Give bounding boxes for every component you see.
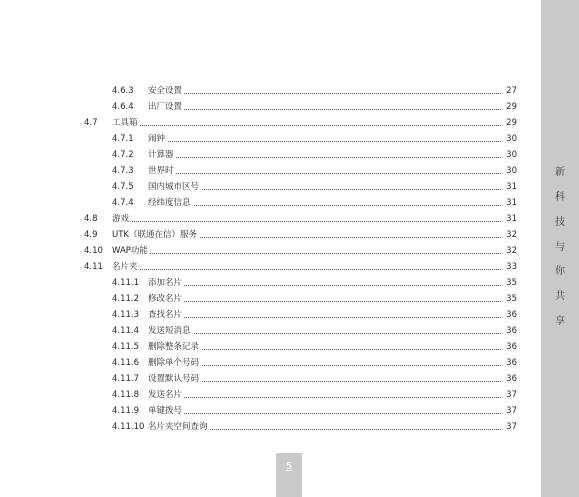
toc-section-title: 经纬度信息: [148, 198, 191, 208]
toc-dot-leader: [152, 157, 501, 158]
toc-section-title: WAP功能: [112, 246, 148, 256]
toc-dot-leader: [116, 269, 501, 270]
toc-section-number: 4.11.7: [112, 374, 140, 384]
toc-page-number: 36: [506, 374, 517, 384]
toc-section-number: 4.11: [84, 262, 103, 272]
toc-dot-leader: [116, 221, 501, 222]
toc-section-number: 4.7.2: [112, 150, 134, 160]
toc-page-number: 37: [506, 390, 517, 400]
toc-page-number: 33: [506, 262, 517, 272]
toc-section-title: UTK（联通在信）服务: [112, 230, 197, 240]
toc-section-title: 出厂设置: [148, 102, 183, 112]
toc-dot-leader: [152, 349, 501, 350]
toc-section-number: 4.6.4: [112, 102, 134, 112]
toc-section-title: 世界时: [148, 166, 174, 176]
toc-section-title: 闹钟: [148, 134, 166, 144]
toc-section-number: 4.11.1: [112, 278, 140, 288]
toc-section-number: 4.6.3: [112, 86, 134, 96]
toc-entry: [0, 340, 541, 354]
toc-dot-leader: [152, 333, 501, 334]
toc-page-number: 30: [506, 166, 517, 176]
toc-entry: [0, 276, 541, 290]
toc-dot-leader: [152, 173, 501, 174]
toc-dot-leader: [116, 253, 501, 254]
toc-section-title: 安全设置: [148, 86, 183, 96]
toc-section-number: 4.11.8: [112, 390, 140, 400]
toc-page-number: 37: [506, 406, 517, 416]
toc-entry: [0, 324, 541, 338]
toc-section-title: 计算器: [148, 150, 174, 160]
toc-section-number: 4.11.10: [112, 422, 145, 432]
toc-dot-leader: [152, 301, 501, 302]
toc-page-number: 32: [506, 246, 517, 256]
toc-dot-leader: [152, 109, 501, 110]
toc-page-number: 31: [506, 214, 517, 224]
toc-page-number: 31: [506, 198, 517, 208]
toc-dot-leader: [152, 381, 501, 382]
toc-page-number: 36: [506, 326, 517, 336]
side-banner-char: 新: [555, 167, 565, 178]
toc-page-number: 36: [506, 358, 517, 368]
toc-page-number: 30: [506, 150, 517, 160]
toc-dot-leader: [152, 365, 501, 366]
side-banner-char: 科: [555, 192, 565, 203]
toc-entry: [0, 292, 541, 306]
side-banner-char: 共: [555, 291, 565, 302]
toc-section-title: 名片夹空间查询: [148, 422, 208, 432]
toc-dot-leader: [116, 125, 501, 126]
toc-section-number: 4.11.2: [112, 294, 140, 304]
side-banner: [541, 0, 579, 497]
toc-page-number: 31: [506, 182, 517, 192]
page-number: 5: [285, 461, 293, 472]
toc-section-title: 添加名片: [148, 278, 183, 288]
toc-page-number: 36: [506, 342, 517, 352]
page-number-box: [276, 453, 302, 497]
toc-dot-leader: [152, 397, 501, 398]
toc-section-title: 删除整条记录: [148, 342, 200, 352]
toc-page-number: 36: [506, 310, 517, 320]
toc-section-number: 4.11.6: [112, 358, 140, 368]
toc-section-number: 4.7.4: [112, 198, 134, 208]
toc-section-title: 单键拨号: [148, 406, 183, 416]
toc-section-number: 4.7.1: [112, 134, 134, 144]
toc-entry: [0, 420, 541, 434]
toc-section-number: 4.9: [84, 230, 98, 240]
side-banner-char: 你: [555, 266, 565, 277]
toc-section-title: 国内城市区号: [148, 182, 200, 192]
toc-dot-leader: [152, 189, 501, 190]
toc-dot-leader: [152, 413, 501, 414]
toc-entry: [0, 180, 541, 194]
toc-section-number: 4.7: [84, 118, 98, 128]
toc-entry: [0, 164, 541, 178]
toc-section-title: 发送短消息: [148, 326, 191, 336]
toc-section-number: 4.8: [84, 214, 98, 224]
side-banner-char: 享: [555, 316, 565, 327]
toc-page-number: 27: [506, 86, 517, 96]
toc-section-title: 查找名片: [148, 310, 183, 320]
toc-entry: [0, 116, 541, 130]
toc-entry: [0, 356, 541, 370]
toc-dot-leader: [152, 205, 501, 206]
toc-entry: [0, 308, 541, 322]
toc-entry: [0, 244, 541, 258]
toc-dot-leader: [152, 93, 501, 94]
toc-section-number: 4.7.5: [112, 182, 134, 192]
toc-dot-leader: [152, 317, 501, 318]
toc-page-number: 35: [506, 294, 517, 304]
toc-page-number: 32: [506, 230, 517, 240]
toc-section-title: 删除单个号码: [148, 358, 200, 368]
toc-page-number: 37: [506, 422, 517, 432]
toc-section-title: 设置默认号码: [148, 374, 200, 384]
toc-section-title: 发送名片: [148, 390, 183, 400]
toc-section-number: 4.11.3: [112, 310, 140, 320]
toc-page-number: 29: [506, 118, 517, 128]
toc-section-number: 4.10: [84, 246, 103, 256]
toc-entry: [0, 84, 541, 98]
toc-entry: [0, 212, 541, 226]
toc-dot-leader: [152, 285, 501, 286]
side-banner-char: 与: [555, 242, 565, 253]
toc-page-number: 30: [506, 134, 517, 144]
toc-section-number: 4.11.9: [112, 406, 140, 416]
toc-section-title: 修改名片: [148, 294, 183, 304]
toc-section-title: 工具箱: [112, 118, 138, 128]
toc-page-number: 29: [506, 102, 517, 112]
toc-entry: [0, 148, 541, 162]
side-banner-char: 技: [555, 217, 565, 228]
toc-entry: [0, 228, 541, 242]
toc-section-title: 游戏: [112, 214, 130, 224]
toc-entry: [0, 388, 541, 402]
toc-entry: [0, 404, 541, 418]
toc-entry: [0, 132, 541, 146]
toc-entry: [0, 260, 541, 274]
toc-section-number: 4.7.3: [112, 166, 134, 176]
toc-page-number: 35: [506, 278, 517, 288]
toc-section-number: 4.11.5: [112, 342, 140, 352]
toc-entry: [0, 372, 541, 386]
toc-entry: [0, 100, 541, 114]
toc-entry: [0, 196, 541, 210]
toc-dot-leader: [152, 141, 501, 142]
toc-section-title: 名片夹: [112, 262, 138, 272]
toc-section-number: 4.11.4: [112, 326, 140, 336]
